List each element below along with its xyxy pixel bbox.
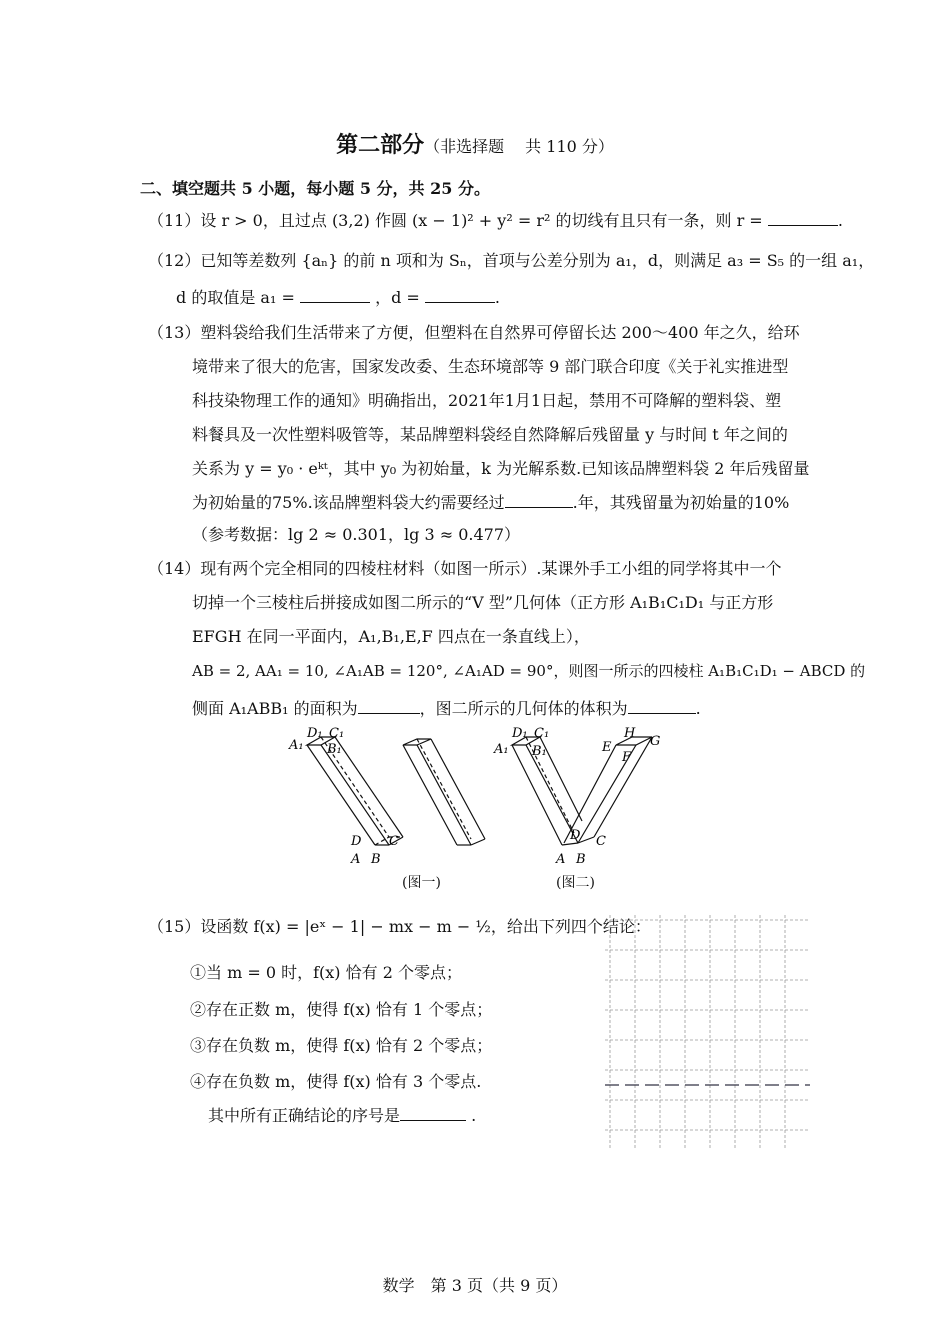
q13-line1: （13）塑料袋给我们生活带来了方便，但塑料在自然界可停留长达 200～400 年之久，给环 [148, 323, 800, 342]
q13-line6a: 为初始量的75%.该品牌塑料袋大约需要经过 [192, 493, 505, 512]
label-a: A [556, 852, 566, 867]
question-13-line6 [192, 490, 789, 513]
question-15-ask: 其中所有正确结论的序号是 . [208, 1106, 477, 1125]
q13-line3: 科技染物理工作的通知》明确指出，2021年1月1日起，禁用不可降解的塑料袋、塑 [192, 391, 782, 410]
label-c: C [389, 834, 399, 849]
figure-1-second-prism [395, 735, 495, 860]
answer-blank [400, 1106, 466, 1121]
part-title: 第二部分 [336, 132, 425, 158]
figure-1-caption: (图一) [402, 875, 441, 891]
label-e: E [602, 740, 612, 755]
q15-ask: 其中所有正确结论的序号是 [208, 1106, 401, 1125]
q14-line2: 切掉一个三棱柱后拼接成如图二所示的“V 型”几何体（正方形 A₁B₁C₁D₁ 与正方形 [192, 593, 774, 612]
label-b: B [371, 852, 381, 867]
q14-line1: （14）现有两个完全相同的四棱柱材料（如图一所示）.某课外手工小组的同学将其中一个 [148, 559, 782, 578]
q13-line7: （参考数据：lg 2 ≈ 0.301，lg 3 ≈ 0.477） [192, 525, 521, 544]
q12-line2a: d 的取值是 a₁ = [176, 288, 295, 307]
label-d: D [570, 828, 581, 843]
question-11: （11）设 r > 0，且过点 (3,2) 作圆 (x − 1)² + y² = r² 的切线有且只有一条，则 r = . [148, 211, 843, 230]
q11-text: （11）设 r > 0，且过点 (3,2) 作圆 (x − 1)² + y² = r² 的切线有且只有一条，则 r = [148, 211, 763, 230]
q13-line4: 料餐具及一次性塑料吸管等，某品牌塑料袋经自然降解后残留量 y 与时间 t 年之间的 [192, 425, 788, 444]
label-g: G [650, 734, 661, 749]
answer-blank [768, 211, 838, 226]
answer-blank [425, 288, 495, 303]
answer-blank [505, 493, 573, 508]
q13-line5: 关系为 y = y₀ · eᵏᵗ，其中 y₀ 为初始量，k 为光解系数.已知该品牌塑料袋 2 年后残留量 [192, 459, 810, 478]
question-12-line2: d 的取值是 a₁ = ，d = . [176, 288, 500, 307]
label-h: H [624, 726, 636, 741]
q14-line5a: 侧面 A₁ABB₁ 的面积为 [192, 699, 358, 718]
q15-conclusion-2: ②存在正数 m，使得 f(x) 恰有 1 个零点； [190, 1000, 493, 1019]
answer-blank [358, 699, 420, 714]
label-b1: B₁ [532, 744, 547, 759]
label-c1: C₁ [534, 726, 550, 741]
label-a: A [351, 852, 361, 867]
label-d: D [351, 834, 362, 849]
q13-line6b: .年，其残留量为初始量的10% [572, 493, 790, 512]
q15-conclusion-1: ①当 m = 0 时，f(x) 恰有 2 个零点； [190, 963, 462, 982]
label-a1: A₁ [494, 742, 509, 757]
label-b1: B₁ [327, 742, 342, 757]
label-a1: A₁ [289, 738, 304, 753]
page-footer: 数学 第 3 页（共 9 页） [382, 1276, 568, 1295]
label-c: C [596, 834, 606, 849]
label-d1: D₁ [512, 726, 528, 741]
q13-line2: 境带来了很大的危害，国家发改委、生态环境部等 9 部门联合印度《关于礼实推进型 [192, 357, 789, 376]
q12-line2b: ，d = [375, 288, 420, 307]
q14-line3: EFGH 在同一平面内，A₁,B₁,E,F 四点在一条直线上）， [192, 627, 590, 646]
label-d1: D₁ [307, 726, 323, 741]
scratch-grid [595, 905, 820, 1160]
answer-blank [300, 288, 370, 303]
page-title [0, 128, 950, 159]
part-subtitle: （非选择题 共 110 分） [424, 137, 614, 156]
q15-stem: （15）设函数 f(x) = |eˣ − 1| − mx − m − ½，给出下列四个结论： [148, 917, 651, 936]
question-14-line5: 侧面 A₁ABB₁ 的面积为 ，图二所示的几何体的体积为 . [192, 699, 701, 718]
label-f: F [622, 750, 632, 765]
answer-blank [628, 699, 696, 714]
label-c1: C₁ [329, 726, 345, 741]
q15-conclusion-4: ④存在负数 m，使得 f(x) 恰有 3 个零点. [190, 1072, 482, 1091]
q14-line5b: ，图二所示的几何体的体积为 [419, 699, 628, 718]
q12-line1: （12）已知等差数列 {aₙ} 的前 n 项和为 Sₙ，首项与公差分别为 a₁，d，则满足 a₃ = S₅ 的一组 a₁， [148, 251, 875, 270]
q15-conclusion-3: ③存在负数 m，使得 f(x) 恰有 2 个零点； [190, 1036, 493, 1055]
figure-2-v-shape [490, 725, 680, 870]
figure-2-caption: (图二) [556, 875, 595, 891]
section-heading: 二、填空题共 5 小题，每小题 5 分，共 25 分。 [140, 179, 490, 198]
q14-line4: AB = 2, AA₁ = 10, ∠A₁AB = 120°, ∠A₁AD = 90°，则图一所示的四棱柱 A₁B₁C₁D₁ − ABCD 的 [192, 662, 866, 680]
label-b: B [576, 852, 586, 867]
